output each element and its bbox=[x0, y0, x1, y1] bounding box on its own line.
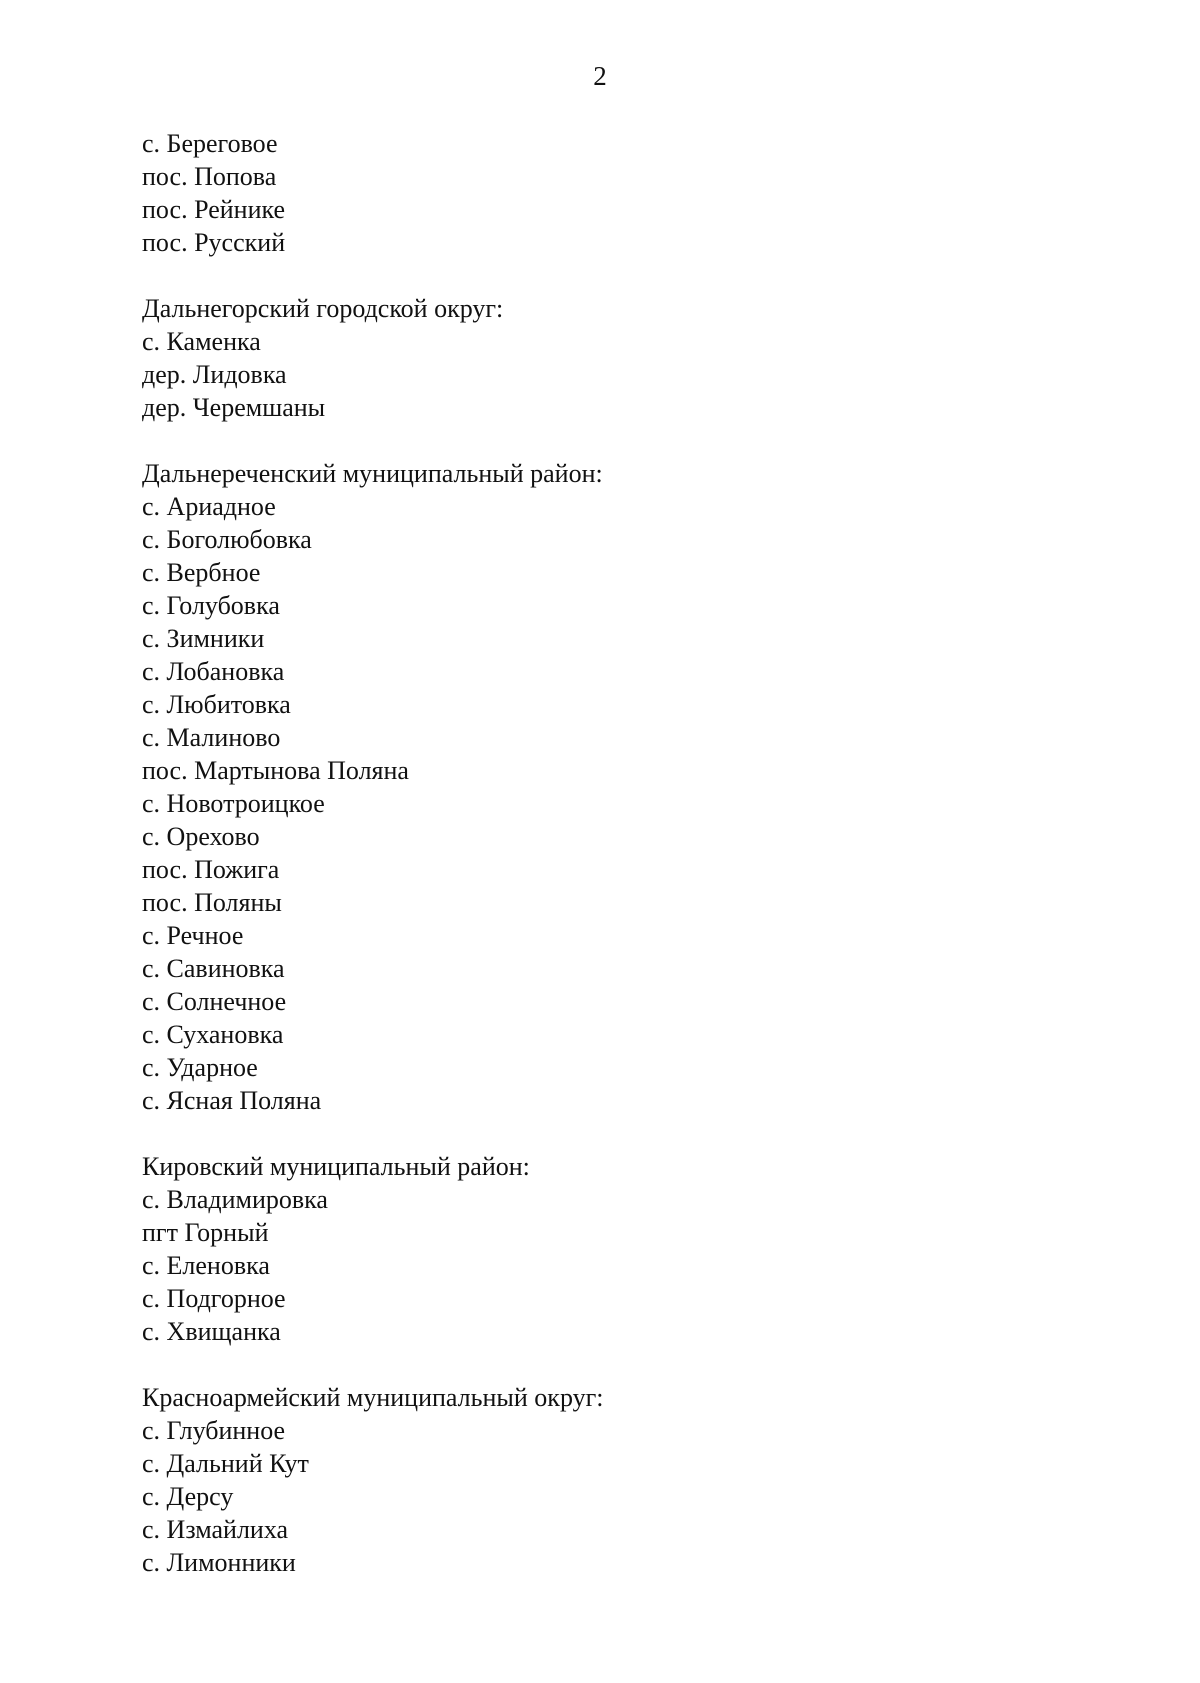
list-item: с. Береговое bbox=[142, 129, 278, 158]
blank-line bbox=[142, 1117, 1122, 1150]
list-item: с. Подгорное bbox=[142, 1284, 286, 1313]
list-item: пос. Пожига bbox=[142, 855, 280, 884]
document-body bbox=[142, 127, 1122, 1579]
list-item: с. Дерсу bbox=[142, 1482, 234, 1511]
list-item: с. Хвищанка bbox=[142, 1317, 281, 1346]
list-item: с. Глубинное bbox=[142, 1416, 286, 1445]
list-item: с. Зимники bbox=[142, 624, 265, 653]
list-item: с. Солнечное bbox=[142, 987, 287, 1016]
list-item: с. Любитовка bbox=[142, 690, 291, 719]
blank-line bbox=[142, 259, 1122, 292]
blank-line bbox=[142, 1348, 1122, 1381]
list-item: с. Малиново bbox=[142, 723, 281, 752]
list-item: пгт Горный bbox=[142, 1218, 269, 1247]
list-item: с. Голубовка bbox=[142, 591, 280, 620]
list-item: дер. Черемшаны bbox=[142, 393, 326, 422]
list-item: с. Владимировка bbox=[142, 1185, 328, 1214]
list-item: с. Речное bbox=[142, 921, 244, 950]
list-item: пос. Русский bbox=[142, 228, 286, 257]
list-item: пос. Попова bbox=[142, 162, 277, 191]
section-heading: Дальнегорский городской округ: bbox=[142, 294, 504, 323]
blank-line bbox=[142, 424, 1122, 457]
list-item: с. Ариадное bbox=[142, 492, 276, 521]
list-item: с. Ударное bbox=[142, 1053, 258, 1082]
list-item: с. Каменка bbox=[142, 327, 261, 356]
section-heading: Кировский муниципальный район: bbox=[142, 1152, 530, 1181]
list-item: с. Еленовка bbox=[142, 1251, 270, 1280]
list-item: с. Измайлиха bbox=[142, 1515, 289, 1544]
list-item: с. Боголюбовка bbox=[142, 525, 312, 554]
list-item: с. Сухановка bbox=[142, 1020, 284, 1049]
list-item: пос. Рейнике bbox=[142, 195, 286, 224]
list-item: с. Орехово bbox=[142, 822, 260, 851]
list-item: дер. Лидовка bbox=[142, 360, 287, 389]
list-item: с. Новотроицкое bbox=[142, 789, 325, 818]
page-number: 2 bbox=[593, 61, 607, 91]
list-item: с. Лимонники bbox=[142, 1548, 296, 1577]
list-item: с. Вербное bbox=[142, 558, 261, 587]
section-heading: Дальнереченский муниципальный район: bbox=[142, 459, 603, 488]
list-item: пос. Поляны bbox=[142, 888, 282, 917]
list-item: с. Савиновка bbox=[142, 954, 285, 983]
list-item: с. Дальний Кут bbox=[142, 1449, 309, 1478]
list-item: с. Ясная Поляна bbox=[142, 1086, 322, 1115]
list-item: пос. Мартынова Поляна bbox=[142, 756, 409, 785]
list-item: с. Лобановка bbox=[142, 657, 285, 686]
section-heading: Красноармейский муниципальный округ: bbox=[142, 1383, 604, 1412]
